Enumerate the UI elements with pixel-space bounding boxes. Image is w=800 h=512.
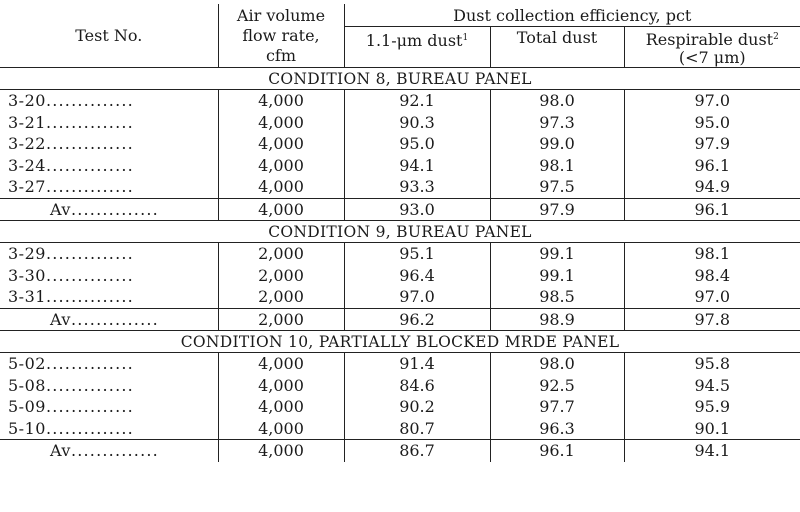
table-row [0, 353, 800, 375]
cell-air-volume: 4,000 [218, 155, 344, 177]
cell-test-no [0, 353, 218, 375]
cell-air-volume: 4,000 [218, 198, 344, 221]
leader-dots: .............. [45, 244, 134, 264]
leader-dots: .............. [45, 265, 134, 285]
cell-test-no [0, 243, 218, 265]
table-row [0, 155, 800, 177]
header-test-no [0, 4, 218, 68]
cell-1um-dust: 91.4 [344, 353, 490, 375]
cell-1um-dust: 96.4 [344, 265, 490, 287]
leader-dots: .............. [70, 199, 159, 219]
test-number: 3-27 [8, 177, 46, 197]
header-air-line-2: flow rate, [242, 25, 320, 45]
cell-respirable-dust: 97.0 [624, 286, 800, 308]
header-total-label: Total dust [516, 28, 598, 47]
dust-efficiency-table [0, 4, 800, 462]
cell-total-dust: 98.1 [490, 155, 624, 177]
condition-title: CONDITION 10, PARTIALLY BLOCKED MRDE PANEL [0, 331, 800, 353]
average-row [0, 198, 800, 221]
cell-test-no [0, 198, 218, 221]
cell-1um-dust: 90.2 [344, 396, 490, 418]
leader-dots: .............. [45, 91, 134, 111]
cell-air-volume: 2,000 [218, 308, 344, 331]
leader-dots: .............. [45, 134, 134, 154]
header-resp-sub: (<7 μm) [678, 47, 746, 67]
header-efficiency-label: Dust collection efficiency, pct [453, 5, 692, 25]
cell-air-volume: 4,000 [218, 440, 344, 462]
leader-dots: .............. [45, 375, 134, 395]
cell-air-volume: 4,000 [218, 133, 344, 155]
header-1um-dust [344, 27, 490, 68]
leader-dots: .............. [45, 397, 134, 417]
cell-1um-dust: 86.7 [344, 440, 490, 462]
cell-air-volume: 4,000 [218, 396, 344, 418]
cell-test-no [0, 133, 218, 155]
cell-test-no [0, 265, 218, 287]
cell-respirable-dust: 97.8 [624, 308, 800, 331]
test-number: 5-02 [8, 354, 46, 374]
cell-test-no [0, 286, 218, 308]
header-air-line-1: Air volume [236, 5, 326, 25]
condition-title: CONDITION 9, BUREAU PANEL [0, 221, 800, 243]
condition-title: CONDITION 8, BUREAU PANEL [0, 68, 800, 90]
footnote-2: 2 [773, 31, 779, 42]
table-body [0, 68, 800, 462]
cell-respirable-dust: 95.0 [624, 112, 800, 134]
cell-test-no [0, 440, 218, 462]
test-number: 3-21 [8, 112, 46, 132]
header-1um-label: 1.1-μm dust [365, 31, 463, 50]
cell-total-dust: 98.9 [490, 308, 624, 331]
table-row [0, 396, 800, 418]
test-number: 3-31 [8, 287, 46, 307]
table-row [0, 176, 800, 198]
condition-heading [0, 68, 800, 90]
table-row [0, 265, 800, 287]
average-row [0, 440, 800, 462]
table-row [0, 418, 800, 440]
cell-test-no [0, 155, 218, 177]
table-row [0, 243, 800, 265]
cell-test-no [0, 308, 218, 331]
table-row [0, 133, 800, 155]
leader-dots: .............. [45, 177, 134, 197]
table-row [0, 112, 800, 134]
cell-test-no [0, 396, 218, 418]
cell-air-volume: 4,000 [218, 375, 344, 397]
cell-1um-dust: 95.0 [344, 133, 490, 155]
cell-respirable-dust: 98.1 [624, 243, 800, 265]
header-air-volume [218, 4, 344, 68]
condition-heading [0, 221, 800, 243]
leader-dots: .............. [45, 418, 134, 438]
leader-dots: .............. [45, 155, 134, 175]
cell-1um-dust: 80.7 [344, 418, 490, 440]
cell-air-volume: 4,000 [218, 176, 344, 198]
cell-respirable-dust: 94.9 [624, 176, 800, 198]
cell-respirable-dust: 96.1 [624, 155, 800, 177]
cell-1um-dust: 97.0 [344, 286, 490, 308]
cell-1um-dust: 96.2 [344, 308, 490, 331]
cell-test-no [0, 375, 218, 397]
cell-respirable-dust: 97.0 [624, 90, 800, 112]
test-number: 5-10 [8, 418, 46, 438]
cell-test-no [0, 90, 218, 112]
cell-test-no [0, 176, 218, 198]
cell-respirable-dust: 96.1 [624, 198, 800, 221]
cell-respirable-dust: 90.1 [624, 418, 800, 440]
leader-dots: .............. [45, 354, 134, 374]
header-test-no-label: Test No. [75, 26, 143, 45]
table-header [0, 4, 800, 68]
header-air-line-3: cfm [265, 45, 297, 65]
table-row [0, 90, 800, 112]
cell-1um-dust: 94.1 [344, 155, 490, 177]
cell-total-dust: 97.9 [490, 198, 624, 221]
cell-air-volume: 2,000 [218, 286, 344, 308]
test-number: Av [50, 441, 71, 461]
average-row [0, 308, 800, 331]
cell-respirable-dust: 94.5 [624, 375, 800, 397]
test-number: 3-24 [8, 155, 46, 175]
cell-total-dust: 97.5 [490, 176, 624, 198]
cell-air-volume: 4,000 [218, 353, 344, 375]
cell-1um-dust: 84.6 [344, 375, 490, 397]
cell-total-dust: 99.1 [490, 265, 624, 287]
cell-1um-dust: 95.1 [344, 243, 490, 265]
cell-respirable-dust: 97.9 [624, 133, 800, 155]
leader-dots: .............. [45, 287, 134, 307]
cell-air-volume: 4,000 [218, 90, 344, 112]
test-number: 5-09 [8, 397, 46, 417]
cell-respirable-dust: 94.1 [624, 440, 800, 462]
table-row [0, 375, 800, 397]
cell-air-volume: 4,000 [218, 112, 344, 134]
cell-air-volume: 2,000 [218, 243, 344, 265]
condition-heading [0, 331, 800, 353]
table-row [0, 286, 800, 308]
header-efficiency-group [344, 4, 800, 27]
cell-total-dust: 92.5 [490, 375, 624, 397]
cell-1um-dust: 93.0 [344, 198, 490, 221]
leader-dots: .............. [70, 309, 159, 329]
cell-1um-dust: 93.3 [344, 176, 490, 198]
cell-total-dust: 96.1 [490, 440, 624, 462]
cell-total-dust: 99.0 [490, 133, 624, 155]
header-resp-label: Respirable dust [645, 29, 774, 49]
cell-total-dust: 96.3 [490, 418, 624, 440]
test-number: 3-20 [8, 91, 46, 111]
test-number: 3-22 [8, 134, 46, 154]
cell-respirable-dust: 98.4 [624, 265, 800, 287]
test-number: 3-30 [8, 265, 46, 285]
test-number: Av [50, 199, 71, 219]
cell-air-volume: 2,000 [218, 265, 344, 287]
cell-air-volume: 4,000 [218, 418, 344, 440]
cell-test-no [0, 112, 218, 134]
cell-total-dust: 98.5 [490, 286, 624, 308]
leader-dots: .............. [45, 112, 134, 132]
cell-total-dust: 98.0 [490, 353, 624, 375]
cell-1um-dust: 92.1 [344, 90, 490, 112]
cell-total-dust: 97.7 [490, 396, 624, 418]
cell-respirable-dust: 95.9 [624, 396, 800, 418]
cell-respirable-dust: 95.8 [624, 353, 800, 375]
cell-test-no [0, 418, 218, 440]
header-respirable-dust [624, 27, 800, 68]
header-total-dust [490, 27, 624, 68]
leader-dots: .............. [70, 441, 159, 461]
cell-total-dust: 97.3 [490, 112, 624, 134]
cell-total-dust: 98.0 [490, 90, 624, 112]
footnote-1: 1 [462, 33, 469, 43]
cell-1um-dust: 90.3 [344, 112, 490, 134]
test-number: 5-08 [8, 375, 46, 395]
test-number: 3-29 [8, 244, 46, 264]
cell-total-dust: 99.1 [490, 243, 624, 265]
test-number: Av [50, 309, 71, 329]
